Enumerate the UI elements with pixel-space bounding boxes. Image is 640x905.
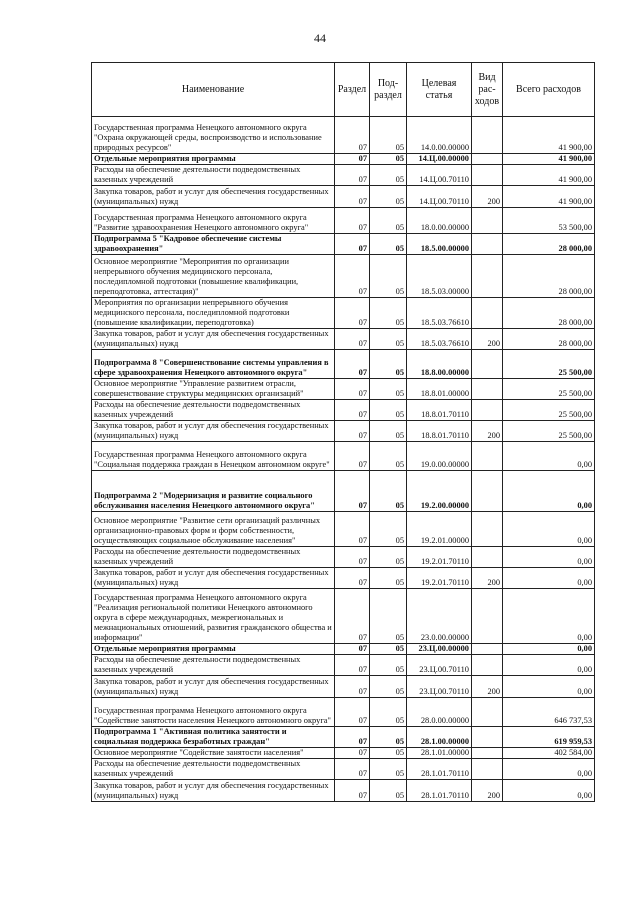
- row-subsection: 05: [370, 655, 407, 676]
- row-section: 07: [335, 727, 370, 748]
- row-target-article: 23.Ц.00.00000: [407, 644, 472, 655]
- row-amount: 41 900,00: [503, 117, 595, 154]
- row-expense-type: 200: [472, 329, 503, 350]
- row-name: Основное мероприятие "Развитие сети организаций различных организационно-правовых форм и форм собственности, осуществляющих социальное обслуживание населения": [92, 512, 335, 547]
- table-row: [92, 329, 595, 350]
- row-section: 07: [335, 350, 370, 379]
- row-subsection: 05: [370, 379, 407, 400]
- row-subsection: 05: [370, 117, 407, 154]
- row-name: Подпрограмма 2 "Модернизация и развитие социального обслуживания населения Ненецкого автономного округа": [92, 471, 335, 512]
- row-amount: 28 000,00: [503, 329, 595, 350]
- row-name: Расходы на обеспечение деятельности подведомственных казенных учреждений: [92, 759, 335, 780]
- row-target-article: 23.0.00.00000: [407, 589, 472, 644]
- row-expense-type: [472, 298, 503, 329]
- table-row: [92, 568, 595, 589]
- row-target-article: 18.5.00.00000: [407, 234, 472, 255]
- row-target-article: 18.5.03.00000: [407, 255, 472, 298]
- table-row: [92, 655, 595, 676]
- row-name: Государственная программа Ненецкого автономного округа "Социальная поддержка граждан в Ненецком автономном округе": [92, 442, 335, 471]
- row-target-article: 23.Ц.00.70110: [407, 676, 472, 698]
- row-section: 07: [335, 759, 370, 780]
- row-name: Основное мероприятие "Мероприятия по организации непрерывного обучения медицинского персонала, последипломной подготовки (повышение квалификации, переподготовка, аттестация)": [92, 255, 335, 298]
- row-name: Закупка товаров, работ и услуг для обеспечения государственных (муниципальных) нужд: [92, 186, 335, 208]
- row-section: 07: [335, 298, 370, 329]
- row-subsection: 05: [370, 547, 407, 568]
- row-name: Мероприятия по организации непрерывного обучения медицинского персонала, последипломной подготовки (повышение квалификации, переподготовка): [92, 298, 335, 329]
- row-amount: 0,00: [503, 442, 595, 471]
- row-expense-type: 200: [472, 676, 503, 698]
- row-expense-type: [472, 589, 503, 644]
- row-target-article: 18.8.01.00000: [407, 379, 472, 400]
- row-amount: 25 500,00: [503, 421, 595, 442]
- row-subsection: 05: [370, 727, 407, 748]
- row-expense-type: [472, 727, 503, 748]
- row-expense-type: [472, 655, 503, 676]
- row-target-article: 19.2.01.70110: [407, 568, 472, 589]
- table-row: [92, 442, 595, 471]
- row-section: 07: [335, 780, 370, 802]
- row-target-article: 23.Ц.00.70110: [407, 655, 472, 676]
- row-target-article: 28.1.01.70110: [407, 780, 472, 802]
- row-amount: 0,00: [503, 759, 595, 780]
- row-amount: 0,00: [503, 644, 595, 655]
- table-row: [92, 780, 595, 802]
- table-row: [92, 350, 595, 379]
- row-expense-type: [472, 208, 503, 234]
- table-row: [92, 186, 595, 208]
- row-section: 07: [335, 547, 370, 568]
- header-name: Наименование: [92, 63, 335, 117]
- budget-table: [91, 62, 595, 802]
- table-row: [92, 698, 595, 727]
- row-section: 07: [335, 329, 370, 350]
- row-subsection: 05: [370, 748, 407, 759]
- row-name: Подпрограмма 1 "Активная политика занятости и социальная поддержка безработных граждан": [92, 727, 335, 748]
- row-expense-type: [472, 154, 503, 165]
- row-subsection: 05: [370, 471, 407, 512]
- row-section: 07: [335, 589, 370, 644]
- row-subsection: 05: [370, 568, 407, 589]
- row-expense-type: [472, 644, 503, 655]
- row-subsection: 05: [370, 329, 407, 350]
- table-row: [92, 547, 595, 568]
- row-expense-type: [472, 379, 503, 400]
- row-target-article: 28.1.01.70110: [407, 759, 472, 780]
- row-target-article: 19.2.00.00000: [407, 471, 472, 512]
- row-amount: 0,00: [503, 676, 595, 698]
- row-name: Закупка товаров, работ и услуг для обеспечения государственных (муниципальных) нужд: [92, 676, 335, 698]
- row-amount: 402 584,00: [503, 748, 595, 759]
- row-name: Расходы на обеспечение деятельности подведомственных казенных учреждений: [92, 655, 335, 676]
- row-amount: 41 900,00: [503, 154, 595, 165]
- row-amount: 646 737,53: [503, 698, 595, 727]
- row-section: 07: [335, 748, 370, 759]
- row-amount: 25 500,00: [503, 350, 595, 379]
- row-expense-type: [472, 234, 503, 255]
- row-expense-type: 200: [472, 568, 503, 589]
- row-subsection: 05: [370, 400, 407, 421]
- row-section: 07: [335, 255, 370, 298]
- row-name: Государственная программа Ненецкого автономного округа "Охрана окружающей среды, воспроизводство и использование природных ресурсов": [92, 117, 335, 154]
- row-expense-type: [472, 165, 503, 186]
- row-amount: 0,00: [503, 589, 595, 644]
- row-expense-type: [472, 400, 503, 421]
- row-section: 07: [335, 117, 370, 154]
- row-expense-type: [472, 255, 503, 298]
- row-target-article: 19.2.01.00000: [407, 512, 472, 547]
- table-row: [92, 165, 595, 186]
- row-amount: 0,00: [503, 568, 595, 589]
- table-row: [92, 644, 595, 655]
- table-row: [92, 589, 595, 644]
- header-subsection: Под-раздел: [370, 63, 407, 117]
- row-target-article: 18.5.03.76610: [407, 298, 472, 329]
- row-amount: 41 900,00: [503, 186, 595, 208]
- row-subsection: 05: [370, 165, 407, 186]
- row-name: Основное мероприятие "Содействие занятости населения": [92, 748, 335, 759]
- row-target-article: 19.2.01.70110: [407, 547, 472, 568]
- row-name: Закупка товаров, работ и услуг для обеспечения государственных (муниципальных) нужд: [92, 329, 335, 350]
- row-expense-type: [472, 442, 503, 471]
- row-expense-type: 200: [472, 780, 503, 802]
- row-target-article: 28.0.00.00000: [407, 698, 472, 727]
- row-name: Отдельные мероприятия программы: [92, 644, 335, 655]
- row-amount: 28 000,00: [503, 255, 595, 298]
- row-section: 07: [335, 154, 370, 165]
- row-section: 07: [335, 676, 370, 698]
- header-expense-type: Вид рас-ходов: [472, 63, 503, 117]
- row-subsection: 05: [370, 255, 407, 298]
- row-expense-type: 200: [472, 186, 503, 208]
- row-section: 07: [335, 421, 370, 442]
- row-target-article: 18.5.03.76610: [407, 329, 472, 350]
- header-total: Всего расходов: [503, 63, 595, 117]
- row-name: Закупка товаров, работ и услуг для обеспечения государственных (муниципальных) нужд: [92, 780, 335, 802]
- table-row: [92, 234, 595, 255]
- row-target-article: 28.1.01.00000: [407, 748, 472, 759]
- row-section: 07: [335, 442, 370, 471]
- table-row: [92, 759, 595, 780]
- row-subsection: 05: [370, 234, 407, 255]
- row-expense-type: [472, 547, 503, 568]
- row-expense-type: [472, 117, 503, 154]
- row-name: Подпрограмма 5 "Кадровое обеспечение системы здравоохранения": [92, 234, 335, 255]
- row-name: Расходы на обеспечение деятельности подведомственных казенных учреждений: [92, 547, 335, 568]
- row-subsection: 05: [370, 780, 407, 802]
- row-section: 07: [335, 512, 370, 547]
- row-section: 07: [335, 568, 370, 589]
- row-subsection: 05: [370, 350, 407, 379]
- row-subsection: 05: [370, 298, 407, 329]
- row-target-article: 18.8.01.70110: [407, 421, 472, 442]
- row-amount: 0,00: [503, 547, 595, 568]
- row-amount: 619 959,53: [503, 727, 595, 748]
- row-amount: 25 500,00: [503, 400, 595, 421]
- row-name: Государственная программа Ненецкого автономного округа "Развитие здравоохранения Ненецкого автономного округа": [92, 208, 335, 234]
- row-subsection: 05: [370, 698, 407, 727]
- row-section: 07: [335, 655, 370, 676]
- row-expense-type: [472, 759, 503, 780]
- row-expense-type: [472, 512, 503, 547]
- row-section: 07: [335, 698, 370, 727]
- row-name: Подпрограмма 8 "Совершенствование системы управления в сфере здравоохранения Ненецкого автономного округа": [92, 350, 335, 379]
- row-amount: 53 500,00: [503, 208, 595, 234]
- row-target-article: 14.Ц.00.70110: [407, 186, 472, 208]
- row-section: 07: [335, 400, 370, 421]
- row-amount: 28 000,00: [503, 234, 595, 255]
- row-subsection: 05: [370, 589, 407, 644]
- table-header: [92, 63, 595, 117]
- table-row: [92, 512, 595, 547]
- table-row: [92, 400, 595, 421]
- table-row: [92, 379, 595, 400]
- row-expense-type: [472, 350, 503, 379]
- row-amount: 0,00: [503, 655, 595, 676]
- row-name: Государственная программа Ненецкого автономного округа "Содействие занятости населения Ненецкого автономного округа": [92, 698, 335, 727]
- row-expense-type: [472, 698, 503, 727]
- table-body: [92, 117, 595, 802]
- row-name: Расходы на обеспечение деятельности подведомственных казенных учреждений: [92, 165, 335, 186]
- header-section: Раздел: [335, 63, 370, 117]
- row-subsection: 05: [370, 512, 407, 547]
- row-target-article: 19.0.00.00000: [407, 442, 472, 471]
- row-amount: 28 000,00: [503, 298, 595, 329]
- row-target-article: 18.0.00.00000: [407, 208, 472, 234]
- row-amount: 25 500,00: [503, 379, 595, 400]
- row-subsection: 05: [370, 644, 407, 655]
- row-section: 07: [335, 379, 370, 400]
- row-target-article: 14.0.00.00000: [407, 117, 472, 154]
- row-section: 07: [335, 471, 370, 512]
- row-expense-type: [472, 748, 503, 759]
- row-subsection: 05: [370, 421, 407, 442]
- row-expense-type: [472, 471, 503, 512]
- row-amount: 0,00: [503, 512, 595, 547]
- row-amount: 0,00: [503, 780, 595, 802]
- row-amount: 0,00: [503, 471, 595, 512]
- row-target-article: 14.Ц.00.70110: [407, 165, 472, 186]
- row-name: Государственная программа Ненецкого автономного округа "Реализация региональной политики Ненецкого автономного округа в сфере международных, межрегиональных и межнациональных отношений, развития гражданского общества и информации": [92, 589, 335, 644]
- table-row: [92, 727, 595, 748]
- row-name: Основное мероприятие "Управление развитием отрасли, совершенствование структуры медицинских организаций": [92, 379, 335, 400]
- row-expense-type: 200: [472, 421, 503, 442]
- table-row: [92, 421, 595, 442]
- row-target-article: 28.1.00.00000: [407, 727, 472, 748]
- table-row: [92, 676, 595, 698]
- row-section: 07: [335, 234, 370, 255]
- table-row: [92, 117, 595, 154]
- row-target-article: 14.Ц.00.00000: [407, 154, 472, 165]
- row-name: Закупка товаров, работ и услуг для обеспечения государственных (муниципальных) нужд: [92, 568, 335, 589]
- row-subsection: 05: [370, 442, 407, 471]
- table-row: [92, 255, 595, 298]
- row-section: 07: [335, 165, 370, 186]
- row-subsection: 05: [370, 154, 407, 165]
- row-section: 07: [335, 644, 370, 655]
- row-subsection: 05: [370, 186, 407, 208]
- table-row: [92, 208, 595, 234]
- row-amount: 41 900,00: [503, 165, 595, 186]
- row-subsection: 05: [370, 208, 407, 234]
- row-name: Расходы на обеспечение деятельности подведомственных казенных учреждений: [92, 400, 335, 421]
- header-target-article: Целевая статья: [407, 63, 472, 117]
- row-section: 07: [335, 186, 370, 208]
- row-subsection: 05: [370, 759, 407, 780]
- table-row: [92, 471, 595, 512]
- row-name: Отдельные мероприятия программы: [92, 154, 335, 165]
- page-number: 44: [314, 31, 326, 45]
- row-target-article: 18.8.01.70110: [407, 400, 472, 421]
- table-row: [92, 748, 595, 759]
- row-section: 07: [335, 208, 370, 234]
- table-row: [92, 298, 595, 329]
- table-row: [92, 154, 595, 165]
- row-name: Закупка товаров, работ и услуг для обеспечения государственных (муниципальных) нужд: [92, 421, 335, 442]
- row-target-article: 18.8.00.00000: [407, 350, 472, 379]
- row-subsection: 05: [370, 676, 407, 698]
